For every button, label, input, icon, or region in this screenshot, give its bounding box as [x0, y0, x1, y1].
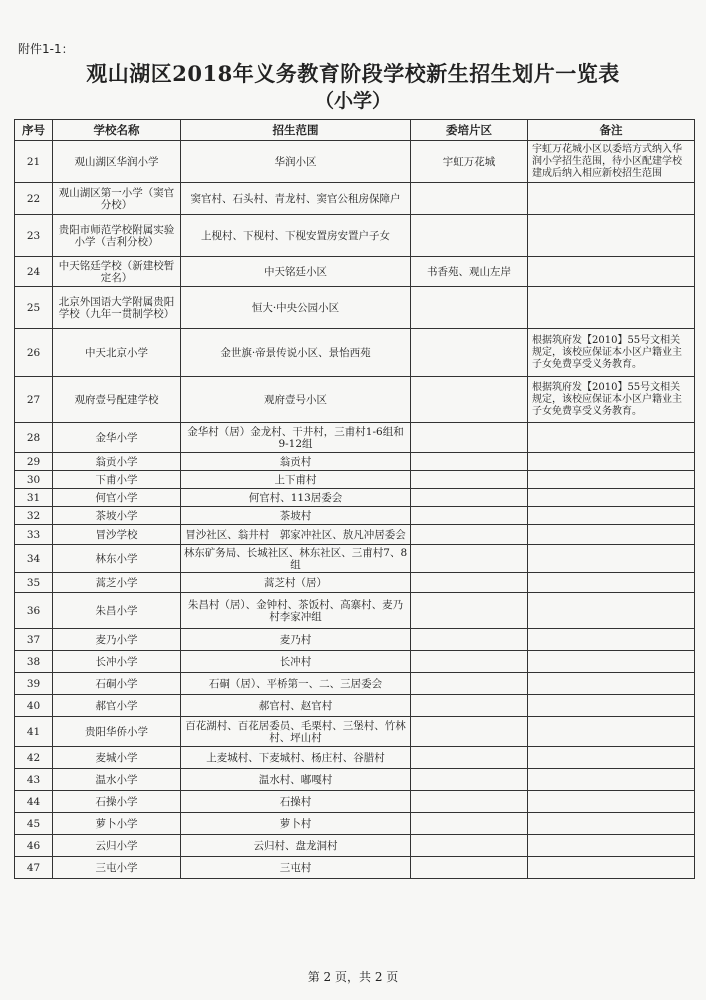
- table-row: [15, 183, 695, 215]
- row-number: 36: [15, 593, 53, 629]
- enrollment-scope: 翁贡村: [181, 453, 411, 471]
- enrollment-scope: 上下甫村: [181, 471, 411, 489]
- school-name: 翁贡小学: [53, 453, 181, 471]
- table-row: [15, 593, 695, 629]
- table-row: [15, 471, 695, 489]
- header-school-name: 学校名称: [53, 120, 181, 141]
- row-number: 25: [15, 287, 53, 329]
- remarks: [528, 857, 695, 879]
- entrusted-area: [411, 453, 528, 471]
- school-name: 中天铭廷学校（新建校暂定名）: [53, 257, 181, 287]
- school-name: 北京外国语大学附属贵阳学校（九年一贯制学校）: [53, 287, 181, 329]
- table-row: [15, 507, 695, 525]
- remarks: 根据筑府发【2010】55号文相关规定，该校应保证本小区户籍业主子女免费享受义务教育。: [528, 329, 695, 377]
- enrollment-scope: 冒沙社区、翁井村 郭家冲社区、敖凡冲居委会: [181, 525, 411, 545]
- table-row: [15, 695, 695, 717]
- row-number: 29: [15, 453, 53, 471]
- school-name: 石硐小学: [53, 673, 181, 695]
- remarks: [528, 651, 695, 673]
- entrusted-area: [411, 329, 528, 377]
- enrollment-scope: 金华村（居）金龙村、干井村，三甫村1-6组和9-12组: [181, 423, 411, 453]
- school-name: 观山湖区华润小学: [53, 141, 181, 183]
- row-number: 46: [15, 835, 53, 857]
- table-row: [15, 489, 695, 507]
- remarks: [528, 791, 695, 813]
- remarks: [528, 489, 695, 507]
- remarks: [528, 507, 695, 525]
- row-number: 26: [15, 329, 53, 377]
- table-row: [15, 525, 695, 545]
- remarks: [528, 593, 695, 629]
- school-name: 林东小学: [53, 545, 181, 573]
- entrusted-area: [411, 287, 528, 329]
- row-number: 21: [15, 141, 53, 183]
- school-name: 朱昌小学: [53, 593, 181, 629]
- row-number: 39: [15, 673, 53, 695]
- remarks: [528, 835, 695, 857]
- page-title: 观山湖区2018年义务教育阶段学校新生招生划片一览表: [86, 61, 620, 86]
- school-name: 麦乃小学: [53, 629, 181, 651]
- header-enrollment-scope: 招生范围: [181, 120, 411, 141]
- enrollment-scope: 三屯村: [181, 857, 411, 879]
- remarks: [528, 287, 695, 329]
- school-name: 长冲小学: [53, 651, 181, 673]
- school-name: 茶坡小学: [53, 507, 181, 525]
- entrusted-area: [411, 857, 528, 879]
- header-remarks: 备注: [528, 120, 695, 141]
- entrusted-area: [411, 471, 528, 489]
- row-number: 27: [15, 377, 53, 423]
- school-name: 蒿芝小学: [53, 573, 181, 593]
- table-row: [15, 545, 695, 573]
- attachment-label: 附件1-1：: [18, 42, 74, 56]
- table-row: [15, 377, 695, 423]
- entrusted-area: [411, 525, 528, 545]
- school-name: 金华小学: [53, 423, 181, 453]
- row-number: 30: [15, 471, 53, 489]
- remarks: [528, 695, 695, 717]
- table-header-row: [15, 120, 695, 141]
- enrollment-scope: 百花湖村、百花居委员、毛栗村、三堡村、竹林村、坪山村: [181, 717, 411, 747]
- table-row: [15, 257, 695, 287]
- table-row: [15, 747, 695, 769]
- table-row: [15, 791, 695, 813]
- table-row: [15, 673, 695, 695]
- entrusted-area: 宇虹万花城: [411, 141, 528, 183]
- remarks: [528, 453, 695, 471]
- enrollment-scope: 林东矿务局、长城社区、林东社区、三甫村7、8组: [181, 545, 411, 573]
- remarks: [528, 471, 695, 489]
- school-name: 石操小学: [53, 791, 181, 813]
- entrusted-area: [411, 183, 528, 215]
- row-number: 22: [15, 183, 53, 215]
- enrollment-scope: 长冲村: [181, 651, 411, 673]
- table-row: [15, 141, 695, 183]
- school-name: 麦城小学: [53, 747, 181, 769]
- entrusted-area: [411, 651, 528, 673]
- entrusted-area: [411, 717, 528, 747]
- entrusted-area: [411, 695, 528, 717]
- row-number: 37: [15, 629, 53, 651]
- enrollment-scope: 金世旗·帝景传说小区、景怡西苑: [181, 329, 411, 377]
- row-number: 43: [15, 769, 53, 791]
- entrusted-area: [411, 769, 528, 791]
- row-number: 44: [15, 791, 53, 813]
- page-subtitle: （小学）: [314, 90, 391, 112]
- table-row: [15, 769, 695, 791]
- row-number: 42: [15, 747, 53, 769]
- page-footer: 第 2 页，共 2 页: [307, 970, 399, 984]
- remarks: 宇虹万花城小区以委培方式纳入华润小学招生范围，待小区配建学校建成后纳入相应新校招生范围: [528, 141, 695, 183]
- school-name: 观府壹号配建学校: [53, 377, 181, 423]
- entrusted-area: [411, 813, 528, 835]
- enrollment-scope: 云归村、盘龙洞村: [181, 835, 411, 857]
- table-row: [15, 717, 695, 747]
- enrollment-scope: 茶坡村: [181, 507, 411, 525]
- school-name: 温水小学: [53, 769, 181, 791]
- row-number: 38: [15, 651, 53, 673]
- enrollment-scope: 恒大·中央公园小区: [181, 287, 411, 329]
- remarks: [528, 545, 695, 573]
- entrusted-area: [411, 507, 528, 525]
- enrollment-scope: 蒿芝村（居）: [181, 573, 411, 593]
- table-row: [15, 423, 695, 453]
- school-name: 三屯小学: [53, 857, 181, 879]
- entrusted-area: [411, 747, 528, 769]
- entrusted-area: [411, 545, 528, 573]
- header-number: 序号: [15, 120, 53, 141]
- school-name: 郝官小学: [53, 695, 181, 717]
- enrollment-scope: 萝卜村: [181, 813, 411, 835]
- row-number: 24: [15, 257, 53, 287]
- enrollment-scope: 中天铭廷小区: [181, 257, 411, 287]
- entrusted-area: [411, 215, 528, 257]
- school-name: 下甫小学: [53, 471, 181, 489]
- enrollment-scope: 朱昌村（居）、金钟村、茶饭村、高寨村、麦乃村李家冲组: [181, 593, 411, 629]
- row-number: 28: [15, 423, 53, 453]
- enrollment-scope: 石硐（居）、平桥第一、二、三居委会: [181, 673, 411, 695]
- enrollment-scope: 麦乃村: [181, 629, 411, 651]
- enrollment-scope: 温水村、嘟嘎村: [181, 769, 411, 791]
- remarks: 根据筑府发【2010】55号文相关规定，该校应保证本小区户籍业主子女免费享受义务教育。: [528, 377, 695, 423]
- entrusted-area: [411, 673, 528, 695]
- remarks: [528, 215, 695, 257]
- row-number: 33: [15, 525, 53, 545]
- entrusted-area: [411, 377, 528, 423]
- enrollment-scope: 华润小区: [181, 141, 411, 183]
- row-number: 32: [15, 507, 53, 525]
- row-number: 45: [15, 813, 53, 835]
- entrusted-area: [411, 489, 528, 507]
- school-name: 观山湖区第一小学（窦官分校）: [53, 183, 181, 215]
- remarks: [528, 525, 695, 545]
- row-number: 47: [15, 857, 53, 879]
- enrollment-scope: 上枧村、下枧村、下枧安置房安置户子女: [181, 215, 411, 257]
- remarks: [528, 423, 695, 453]
- school-name: 冒沙学校: [53, 525, 181, 545]
- enrollment-scope: 郝官村、赵官村: [181, 695, 411, 717]
- enrollment-scope: 窦官村、石头村、青龙村、窦官公租房保障户: [181, 183, 411, 215]
- entrusted-area: [411, 423, 528, 453]
- table-row: [15, 857, 695, 879]
- enrollment-table: [14, 119, 695, 879]
- entrusted-area: 书香苑、观山左岸: [411, 257, 528, 287]
- school-name: 贵阳华侨小学: [53, 717, 181, 747]
- remarks: [528, 629, 695, 651]
- table-row: [15, 453, 695, 471]
- school-name: 云归小学: [53, 835, 181, 857]
- entrusted-area: [411, 573, 528, 593]
- table-row: [15, 287, 695, 329]
- school-name: 贵阳市师范学校附属实验小学（吉利分校）: [53, 215, 181, 257]
- enrollment-scope: 石操村: [181, 791, 411, 813]
- school-name: 萝卜小学: [53, 813, 181, 835]
- row-number: 31: [15, 489, 53, 507]
- entrusted-area: [411, 835, 528, 857]
- table-row: [15, 329, 695, 377]
- remarks: [528, 257, 695, 287]
- enrollment-scope: 何官村、113居委会: [181, 489, 411, 507]
- header-entrusted-area: 委培片区: [411, 120, 528, 141]
- table-row: [15, 215, 695, 257]
- remarks: [528, 747, 695, 769]
- row-number: 23: [15, 215, 53, 257]
- remarks: [528, 183, 695, 215]
- enrollment-scope: 观府壹号小区: [181, 377, 411, 423]
- entrusted-area: [411, 629, 528, 651]
- remarks: [528, 769, 695, 791]
- remarks: [528, 717, 695, 747]
- table-row: [15, 651, 695, 673]
- table-row: [15, 813, 695, 835]
- remarks: [528, 813, 695, 835]
- table-row: [15, 835, 695, 857]
- entrusted-area: [411, 593, 528, 629]
- enrollment-scope: 上麦城村、下麦城村、杨庄村、谷腊村: [181, 747, 411, 769]
- school-name: 何官小学: [53, 489, 181, 507]
- table-row: [15, 629, 695, 651]
- entrusted-area: [411, 791, 528, 813]
- row-number: 35: [15, 573, 53, 593]
- remarks: [528, 573, 695, 593]
- table-row: [15, 573, 695, 593]
- remarks: [528, 673, 695, 695]
- school-name: 中天北京小学: [53, 329, 181, 377]
- row-number: 34: [15, 545, 53, 573]
- row-number: 40: [15, 695, 53, 717]
- row-number: 41: [15, 717, 53, 747]
